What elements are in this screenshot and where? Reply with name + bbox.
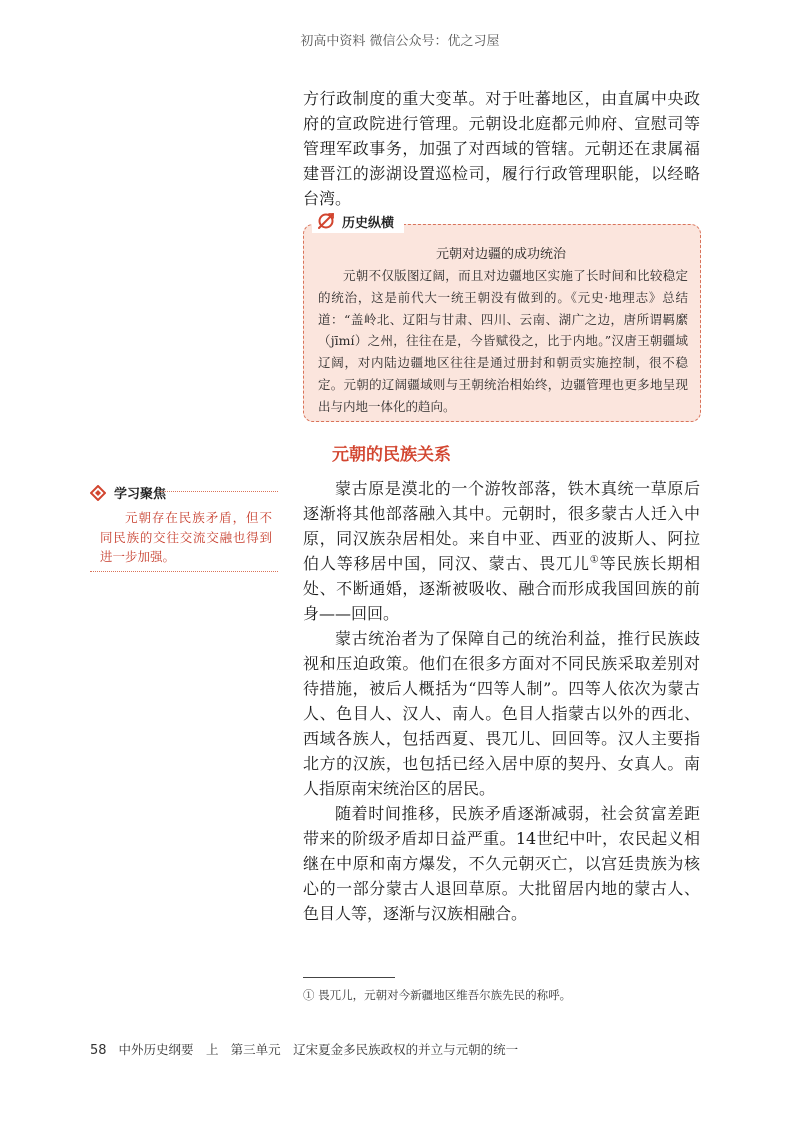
- sidebar-header: [90, 483, 166, 502]
- page-number: 58: [90, 1043, 107, 1058]
- paragraph-2: 蒙古统治者为了保障自己的统治利益，推行民族歧视和压迫政策。他们在很多方面对不同民族采取差别对待措施，被后人概括为“四等人制”。四等人依次为蒙古人、色目人、汉人、南人。色目人指蒙古以外的西北、西域各族人，包括西夏、畏兀儿、回回等。汉人主要指北方的汉族，也包括已经入居中原的契丹、女真人。南人指原南宋统治区的居民。: [303, 629, 700, 798]
- footnote-rule: [303, 977, 395, 978]
- sidebar-body: 元朝存在民族矛盾，但不同民族的交往交流交融也得到进一步加强。: [100, 510, 272, 564]
- continuation-paragraph-block: [303, 86, 700, 211]
- paragraph-3: 随着时间推移，民族矛盾逐渐减弱，社会贫富差距带来的阶级矛盾却日益严重。14世纪中叶，农民起义相继在中原和南方爆发，不久元朝灭亡，以宫廷贵族为核心的一部分蒙古人退回草原。大批留居内地的蒙古人、色目人等，逐渐与汉族相融合。: [303, 804, 700, 923]
- sidebar-label: 学习聚焦: [114, 487, 167, 502]
- paragraph-1-part-a: 蒙古原是漠北的一个游牧部落，铁木真统一草原后逐渐将其他部落融入其中。元朝时，很多蒙古人迁入中原，同汉族杂居相处。来自中亚、西亚的波斯人、阿拉伯人等移居中国，同汉、蒙古、畏兀儿: [303, 479, 700, 573]
- history-box-body: 元朝不仅版图辽阔，而且对边疆地区实施了长时间和比较稳定的统治，这是前代大一统王朝没有做到的。《元史·地理志》总结道：“盖岭北、辽阳与甘肃、四川、云南、湖广之边，唐所谓羁縻（jīmí）之州，往往在是，今皆赋役之，比于内地。”汉唐王朝疆域辽阔，对内陆边疆地区往往是通过册封和朝贡实施控制，很不稳定。元朝的辽阔疆域则与王朝统治相始终，边疆管理也更多地呈现出与内地一体化的趋向。: [318, 268, 688, 414]
- paragraph-1: [303, 476, 700, 626]
- sidebar-divider-top: [160, 491, 278, 492]
- page-footer: [90, 1040, 518, 1058]
- footnote: ① 畏兀儿，元朝对今新疆地区维吾尔族先民的称呼。: [303, 988, 572, 1002]
- history-box-tab: [312, 209, 404, 233]
- section-body: [303, 476, 700, 926]
- book-title: 中外历史纲要 上: [118, 1042, 219, 1057]
- history-box-title: 元朝对边疆的成功统治: [435, 247, 566, 262]
- footnote-ref: ①: [589, 554, 600, 566]
- unit-title: 第三单元 辽宋夏金多民族政权的并立与元朝的统一: [230, 1042, 519, 1057]
- continuation-paragraph: 方行政制度的重大变革。对于吐蕃地区，由直属中央政府的宣政院进行管理。元朝设北庭都元帅府、宣慰司等管理军政事务，加强了对西域的管辖。元朝还在隶属福建晋江的澎湖设置巡检司，履行行政管理职能，以经略台湾。: [303, 89, 700, 208]
- page-header: 初高中资料 微信公众号：优之习屋: [300, 34, 500, 49]
- history-compass-icon: [316, 211, 336, 231]
- section-title: 元朝的民族关系: [332, 445, 451, 465]
- history-box-label: 历史纵横: [342, 215, 395, 231]
- sidebar-divider-bottom: [90, 571, 278, 572]
- focus-diamond-icon: [90, 485, 106, 501]
- paragraph-1-part-b: 等民族长期相处、不断通婚，逐渐被吸收、融合而形成我国回族的前身——回回。: [303, 554, 700, 623]
